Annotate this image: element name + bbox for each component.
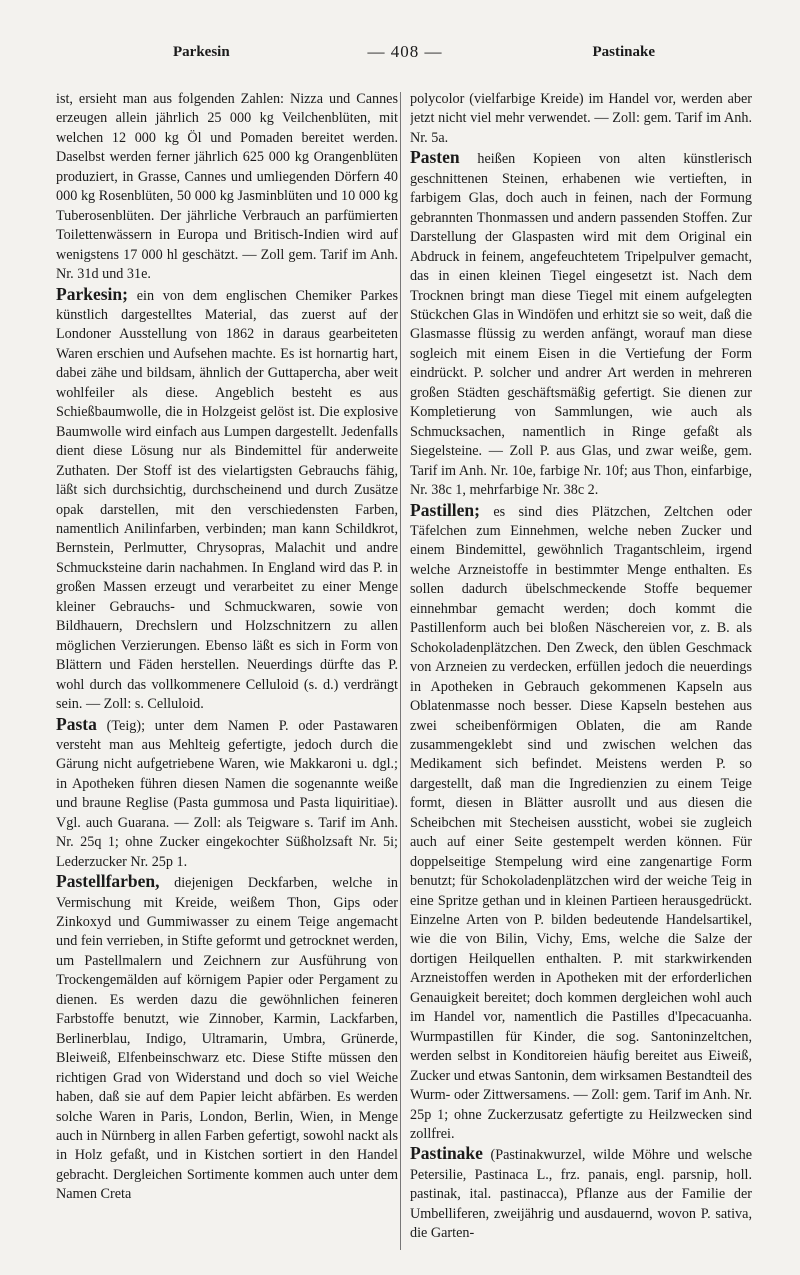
entry-parkesin: [56, 285, 398, 715]
left-column: [56, 90, 398, 1250]
header-right-catchword: Pastinake: [592, 44, 655, 60]
entry-pastinake: [410, 1144, 752, 1243]
entry-body: heißen Kopieen von alten künstlerisch geschnittenen Steinen, erhabenen wie vertieften, in farbigem Glas, doch auch in feinen, nach der Formung gebrannten Thonmassen und andern passenden Stoffen. Zur Darstellung der Glaspasten wird mit dem Original ein Abdruck in feinem, angefeuchtetem Tripelpulver gemacht, das in einen kleinen Tiegel eingesetzt ist. Nach dem Trocknen bringt man diese Tiegel mit einem aufgelegten Stückchen Glas in Windöfen und erhitzt sie so weit, daß die Glasmasse flüssig zu werden anfängt, worauf man diese sogleich mit einem Eisen in die Vertiefung der Form eindrückt. P. solcher und andrer Art werden in mehreren großen Städten geschäftsmäßig gefertigt. Sie dienen zur Kompletierung von Sammlungen, wie auch als Schmucksachen, namentlich in Ringe gefaßt als Siegelsteine. — Zoll P. aus Glas, und zwar weiße, gem. Tarif im Anh. Nr. 10e, farbige Nr. 10f; aus Thon, einfarbige, Nr. 38c 1, mehrfarbige Nr. 38c 2.: [410, 151, 752, 499]
entry-headword: Pastinake: [410, 1143, 483, 1164]
right-column: [410, 90, 752, 1250]
entry-body: (Teig); unter dem Namen P. oder Pastawaren versteht man aus Mehlteig gefertigte, jedoch durch die Gärung nicht aufgetriebene Waren, wie Makkaroni u. dgl.; in Apotheken führen diesen Namen die sogenannte weiße und braune Reglise (Pasta gummosa und Pasta liquiritiae). Vgl. auch Guarana. — Zoll: als Teigware s. Tarif im Anh. Nr. 25q 1; ohne Zucker eingekochter Süßholzsaft Nr. 5i; Lederzucker Nr. 25p 1.: [56, 717, 398, 870]
entry-headword: Parkesin;: [56, 283, 128, 304]
entry-pastellfarben: [56, 872, 398, 1205]
entry-pastillen: [410, 501, 752, 1145]
entry-headword: Pasta: [56, 713, 97, 734]
page-number: — 408 —: [367, 42, 443, 61]
entry-body: (Pastinakwurzel, wilde Möhre und welsche Petersilie, Pastinaca L., frz. panais, engl. parsnip, holl. pastinak, ital. pastinacca), Pflanze aus der Familie der Umbelliferen, zweijährig und ausdauernd, wovon P. sativa, die Garten-: [410, 1147, 752, 1242]
entry-body: diejenigen Deckfarben, welche in Vermischung mit Kreide, weißem Thon, Gips oder Zinkoxyd und Gummiwasser zu einem Teige angemacht und fein verrieben, in Stifte geformt und getrocknet werden, um Pastellmalern und Zeichnern zur Ausführung von Trockengemälden auf körnigem Papier oder Pergament zu dienen. Es werden dazu die gewöhnlichen feineren Farbstoffe benutzt, wie Zinnober, Karmin, Lackfarben, Berlinerblau, Indigo, Ultramarin, Umbra, Grünerde, Bleiweiß, Elfenbeinschwarz etc. Diese Stifte müssen den richtigen Grad von Widerstand und doch so viel Weiche haben, daß sie auf dem Papier leicht abfärben. Es werden solche Waren in Paris, London, Berlin, Wien, in Menge auch in Nürnberg in allen Farben gefertigt, sowohl nackt als in Holz gefaßt, und in Kistchen sortiert in den Handel gebracht. Dergleichen Sortimente kommen auch unter dem Namen Creta: [56, 875, 398, 1203]
entry-body: ein von dem englischen Chemiker Parkes künstlich dargestelltes Material, das zuerst auf der Londoner Ausstellung von 1862 in daraus gearbeiteten Waren erschien und Aufsehen machte. Es ist hornartig hart, dabei zähe und bildsam, ähnlich der Guttapercha, aber weit wohlfeiler als diese. Angeblich besteht es aus Schießbaumwolle, die in Holzgeist gelöst ist. Die explosive Baumwolle wird einfach aus Lumpen dargestellt. Jedenfalls dient diese Lösung nur als Bindemittel für anderweite Zuthaten. Der Stoff ist des vielartigsten Gebrauchs fähig, läßt sich durchsichtig, durchscheinend und durch Zusätze opak darstellen, mit den verschiedensten Farben, namentlich Anilinfarben, verbinden; man kann Schildkrot, Bernstein, Perlmutter, Chrysopras, Malachit und andre Schmucksteine darin nachahmen. In England wird das P. in großen Massen erzeugt und verarbeitet zu einer Menge kleiner Gebrauchs- und Schmuckwaren, sowie von Bildhauern, Drechslern und Holzschnitzern zu allen möglichen Verzierungen. Ebenso läßt es sich in Form von Blättern und Fäden herstellen. Neuerdings dürfte das P. wohl durch das vollkommenere Celluloid (s. d.) verdrängt sein. — Zoll: s. Celluloid.: [56, 287, 398, 713]
column-divider: [400, 92, 401, 1250]
entry-pasta: [56, 715, 398, 873]
entry-body: es sind dies Plätzchen, Zeltchen oder Täfelchen zum Einnehmen, welche neben Zucker und einem Bindemittel, gewöhnlich Tragantschleim, irgend welche Arzneistoffe in bestimmter Menge enthalten. Es sollen dadurch übelschmeckende Stoffe bequemer einnehmbar gemacht werden; doch kommt die Pastillenform auch bei bloßen Näschereien vor, z. B. als Schokoladenplätzchen. Den Zweck, den üblen Geschmack von Arzneien zu verdecken, erfüllen jedoch die neuerdings in Apotheken in Gebrauch gekommenen Kapseln aus Oblatenmasse noch besser. Diese Kapseln bestehen aus zwei scheibenförmigen Oblaten, die am Rande zusammengeklebt sind und zwischen welchen das Medikament sich befindet. Meistens werden P. so dargestellt, daß man die Ingredienzien zu einem Teige formt, diesen in Blätter ausrollt und aus diesen die Scheibchen mit Stecheisen aussticht, wobei sie zugleich auch auf einer Seite gestempelt werden können. Für doppelseitige Stempelung wird eine zangenartige Form benutzt; für Schokoladenplätzchen wird der weiche Teig in eine Spritze gethan und in kleinen Partieen herausgedrückt. Einzelne Arten von P. bilden bedeutende Handelsartikel, wie die von Bilin, Vichy, Ems, welche die Salze der dortigen Heilquellen enthalten. P. mit starkwirkenden Arzneistoffen werden in Apotheken mit der erforderlichen Genauigkeit bereitet; doch kommen dergleichen wohl auch im Handel vor, namentlich die Pastilles d'Ipecacuanha. Wurmpastillen für Kinder, die sog. Santoninzeltchen, werden selbst in Konditoreien häufig bereitet aus Eiweiß, Zucker und etwas Santonin, dem wirksamen Bestandteil des Wurm- oder Zittwersamens. — Zoll: gem. Tarif im Anh. Nr. 25p 1; ohne Zuckerzusatz gefertigte zu Heilzwecken sind zollfrei.: [410, 503, 752, 1143]
entry-headword: Pasten: [410, 147, 460, 168]
continuation-text: ist, ersieht man aus folgenden Zahlen: Nizza und Cannes erzeugen allein jährlich 25 000 kg Veilchenblüten, mit welchen 12 000 kg Öl und Pomaden bereitet werden. Daselbst werden ferner jährlich 625 000 kg Orangenblüten produziert, in Grasse, Cannes und umliegenden Dörfern 40 000 kg Rosenblüten, 50 000 kg Jasminblüten und 10 000 kg Tuberosenblüten. Der jährliche Verbrauch an parfümierten Toilettenwässern in Europa und Britisch-Indien wird auf wenigstens 17 000 hl geschätzt. — Zoll gem. Tarif im Anh. Nr. 31d und 31e.: [56, 91, 398, 283]
running-header: [55, 42, 755, 66]
entry-headword: Pastillen;: [410, 499, 480, 520]
header-left-catchword: Parkesin: [173, 44, 230, 60]
continuation-text: polycolor (vielfarbige Kreide) im Handel vor, werden aber jetzt nicht viel mehr verwendet. — Zoll: gem. Tarif im Anh. Nr. 5a.: [410, 91, 752, 146]
entry-pasten: [410, 148, 752, 500]
entry-headword: Pastellfarben,: [56, 871, 160, 892]
